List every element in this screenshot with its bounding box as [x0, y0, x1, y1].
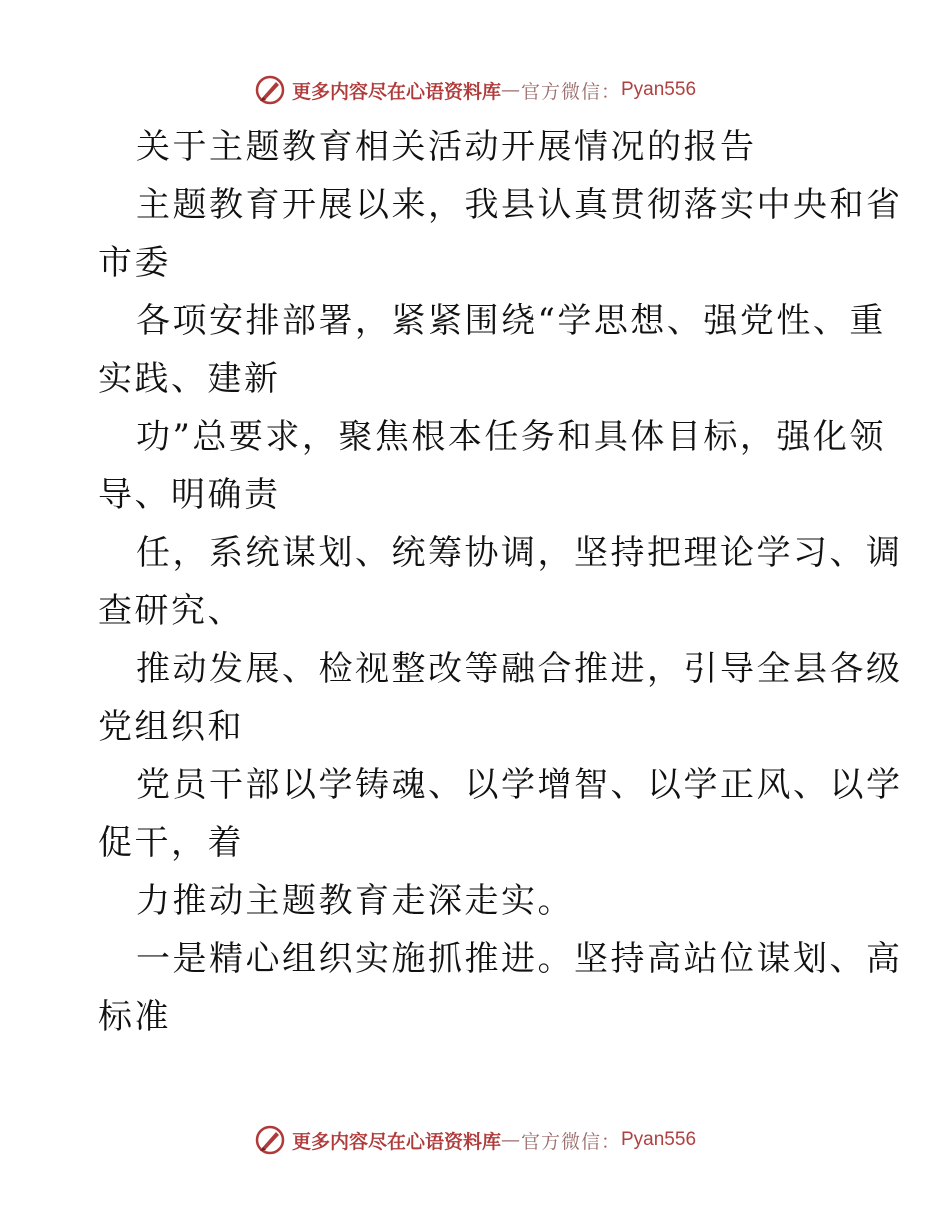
body-text-line: 党组织和: [98, 707, 244, 747]
footer-wechat-id: Pyan556: [621, 1129, 697, 1150]
footer-wechat-label: 官方微信：: [520, 1130, 621, 1153]
body-text-line: 一是精心组织实施抓推进。坚持高站位谋划、高: [136, 939, 903, 979]
body-text-line: 导、明确责: [98, 475, 281, 515]
body-text-line: 市委: [98, 243, 171, 283]
header-separator: —: [500, 79, 521, 101]
body-text-line: 各项安排部署，紧紧围绕“学思想、强党性、重: [136, 301, 886, 341]
body-text-line: 实践、建新: [98, 359, 281, 399]
document-body: [98, 118, 903, 1046]
header-wechat-id: Pyan556: [621, 79, 697, 100]
header-wechat-label: 官方微信：: [520, 80, 621, 103]
footer-separator: —: [500, 1129, 521, 1151]
body-text-line: 任，系统谋划、统筹协调，坚持把理论学习、调: [136, 533, 903, 573]
footer-banner: [0, 1120, 950, 1160]
body-text-line: 功”总要求，聚焦根本任务和具体目标，强化领: [136, 417, 886, 457]
body-text-line: 标准: [98, 997, 171, 1037]
header-brand-text: 更多内容尽在心语资料库: [291, 80, 501, 103]
document-title: 关于主题教育相关活动开展情况的报告: [136, 127, 757, 167]
footer-brand-text: 更多内容尽在心语资料库: [291, 1130, 501, 1153]
body-text-line: 查研究、: [98, 591, 244, 631]
body-text-line: 推动发展、检视整改等融合推进，引导全县各级: [136, 649, 903, 689]
body-text-line: 党员干部以学铸魂、以学增智、以学正风、以学: [136, 765, 903, 805]
header-banner: [0, 70, 950, 110]
quill-pen-logo-icon: [254, 74, 286, 106]
body-text-line: 促干，着: [98, 823, 244, 863]
body-text-line: 力推动主题教育走深走实。: [136, 881, 574, 921]
body-text-line: 主题教育开展以来，我县认真贯彻落实中央和省: [136, 185, 903, 225]
quill-pen-logo-icon: [254, 1124, 286, 1156]
